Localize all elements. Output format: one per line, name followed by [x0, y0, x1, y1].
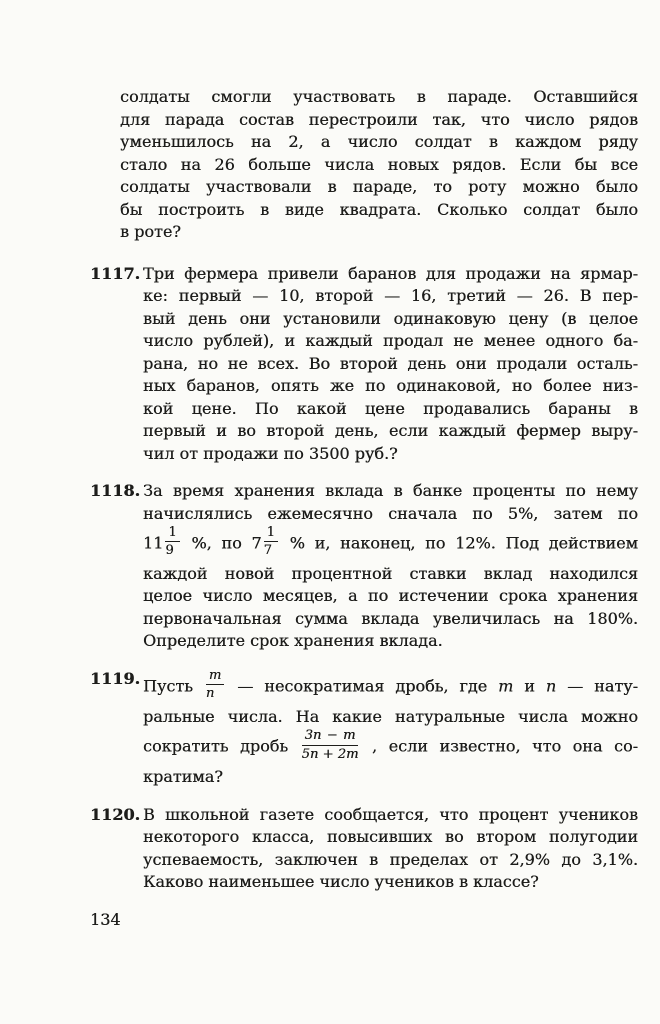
text-line	[120, 176, 638, 199]
text-line	[143, 563, 638, 586]
fraction	[165, 525, 179, 559]
text-line	[120, 154, 638, 177]
fraction	[264, 525, 278, 559]
text-line	[143, 353, 638, 376]
variable-text: n	[545, 676, 557, 696]
text-segment: в роте?	[120, 222, 181, 241]
text-segment: вый день они установили одинаковую цену (в целое	[143, 308, 638, 328]
text-segment: Пусть	[143, 676, 204, 696]
text-line	[143, 330, 638, 353]
text-segment: успеваемость, заключен в пределах от 2,9% до 3,1%.	[143, 849, 638, 869]
text-line	[143, 285, 638, 308]
problem-number: 1120.	[90, 804, 141, 824]
fraction-numerator: m	[206, 668, 224, 685]
text-segment: солдаты смогли участвовать в параде. Оставшийся	[120, 87, 638, 106]
text-line	[143, 706, 638, 729]
text-segment: — несократимая дробь, где	[226, 676, 499, 696]
text-line	[143, 826, 638, 849]
text-segment: кой цене. По какой цене продавались бараны в	[143, 398, 638, 418]
text-segment: для парада состав перестроили так, что число рядов	[120, 109, 638, 129]
text-segment: рана, но не всех. Во второй день они продали осталь-	[143, 353, 638, 373]
problem-number: 1118.	[90, 481, 141, 500]
text-segment: начислялись ежемесячно сначала по 5%, затем по	[143, 503, 638, 523]
text-line	[143, 375, 638, 398]
text-segment: каждой новой процентной ставки вклад находился	[143, 563, 638, 583]
text-line	[120, 86, 638, 109]
problem-text	[143, 804, 638, 894]
text-segment: сократить дробь	[143, 736, 300, 756]
fraction-denominator: 5n + 2m	[301, 746, 359, 762]
page-number: 134	[90, 909, 121, 929]
text-line	[143, 766, 638, 789]
problem-item	[90, 668, 638, 789]
text-segment: первоначальная сумма вклада увеличилась на 180%.	[143, 608, 638, 628]
text-segment: целое число месяцев, а по истечении срока хранения	[143, 586, 638, 606]
text-segment: % и, наконец, по 12%. Под действием	[279, 533, 638, 553]
fraction-denominator: n	[205, 686, 215, 702]
text-segment: уменьшилось на 2, а число солдат в каждом ряду	[120, 132, 638, 151]
text-line	[143, 585, 638, 608]
text-segment: За время хранения вклада в банке проценты по нему	[143, 481, 638, 500]
text-segment: некоторого класса, повысивших во втором полугодии	[143, 827, 638, 847]
text-segment: ных баранов, опять же по одинаковой, но более низ-	[143, 376, 638, 395]
text-segment: бы построить в виде квадрата. Сколько солдат было	[120, 199, 638, 219]
text-line	[143, 608, 638, 631]
text-line	[143, 420, 638, 443]
text-segment: ке: первый — 10, второй — 16, третий — 26. В пер-	[143, 286, 638, 305]
text-line	[120, 131, 638, 154]
fraction	[206, 668, 224, 702]
text-segment: ральные числа. На какие натуральные числа можно	[143, 706, 638, 726]
text-line	[143, 804, 638, 827]
problem-item	[90, 804, 638, 894]
variable-text: m	[498, 676, 514, 696]
text-segment: Три фермера привели баранов для продажи на ярмар-	[143, 263, 638, 283]
text-line	[143, 525, 638, 563]
text-line	[143, 849, 638, 872]
text-line	[120, 109, 638, 132]
fraction-denominator: 7	[263, 543, 272, 559]
text-line	[143, 398, 638, 421]
text-segment: В школьной газете сообщается, что процент учеников	[143, 804, 638, 824]
problem-text	[143, 480, 638, 653]
text-segment: стало на 26 больше числа новых рядов. Если бы все	[120, 154, 638, 174]
text-line	[143, 728, 638, 766]
text-segment: Определите срок хранения вклада.	[143, 631, 443, 651]
fraction-numerator: 1	[264, 525, 278, 542]
fraction-numerator: 3n − m	[302, 728, 359, 745]
text-line	[143, 668, 638, 706]
text-line	[143, 308, 638, 331]
text-line	[143, 443, 638, 466]
text-segment: чил от продажи по 3500 руб.?	[143, 443, 398, 463]
text-segment: 11	[143, 533, 164, 553]
text-segment: — нату-	[556, 676, 638, 696]
text-segment: кратима?	[143, 767, 223, 787]
problem-text	[143, 668, 638, 789]
text-line	[143, 480, 638, 503]
fraction	[302, 728, 359, 762]
text-line	[143, 263, 638, 286]
text-segment: число рублей), и каждый продал не менее одного ба-	[143, 331, 638, 350]
text-line	[120, 199, 638, 222]
text-segment: , если известно, что она со-	[360, 736, 638, 756]
problem-text	[143, 263, 638, 466]
problem-item	[90, 263, 638, 466]
problem-number: 1119.	[90, 668, 141, 688]
problem-number: 1117.	[90, 263, 141, 283]
text-line	[120, 221, 638, 244]
text-segment: Каково наименьшее число учеников в классе?	[143, 872, 539, 892]
text-line	[143, 630, 638, 653]
text-segment: первый и во второй день, если каждый фермер выру-	[143, 421, 638, 440]
paragraph-continuation	[120, 86, 638, 244]
text-line	[143, 871, 638, 894]
fraction-numerator: 1	[165, 525, 179, 542]
problem-item	[90, 480, 638, 653]
text-line	[143, 503, 638, 526]
text-segment: и	[513, 676, 546, 696]
text-segment: %, по 7	[181, 533, 262, 553]
text-segment: солдаты участвовали в параде, то роту можно было	[120, 177, 638, 196]
problems-list	[90, 263, 638, 894]
fraction-denominator: 9	[165, 543, 174, 559]
